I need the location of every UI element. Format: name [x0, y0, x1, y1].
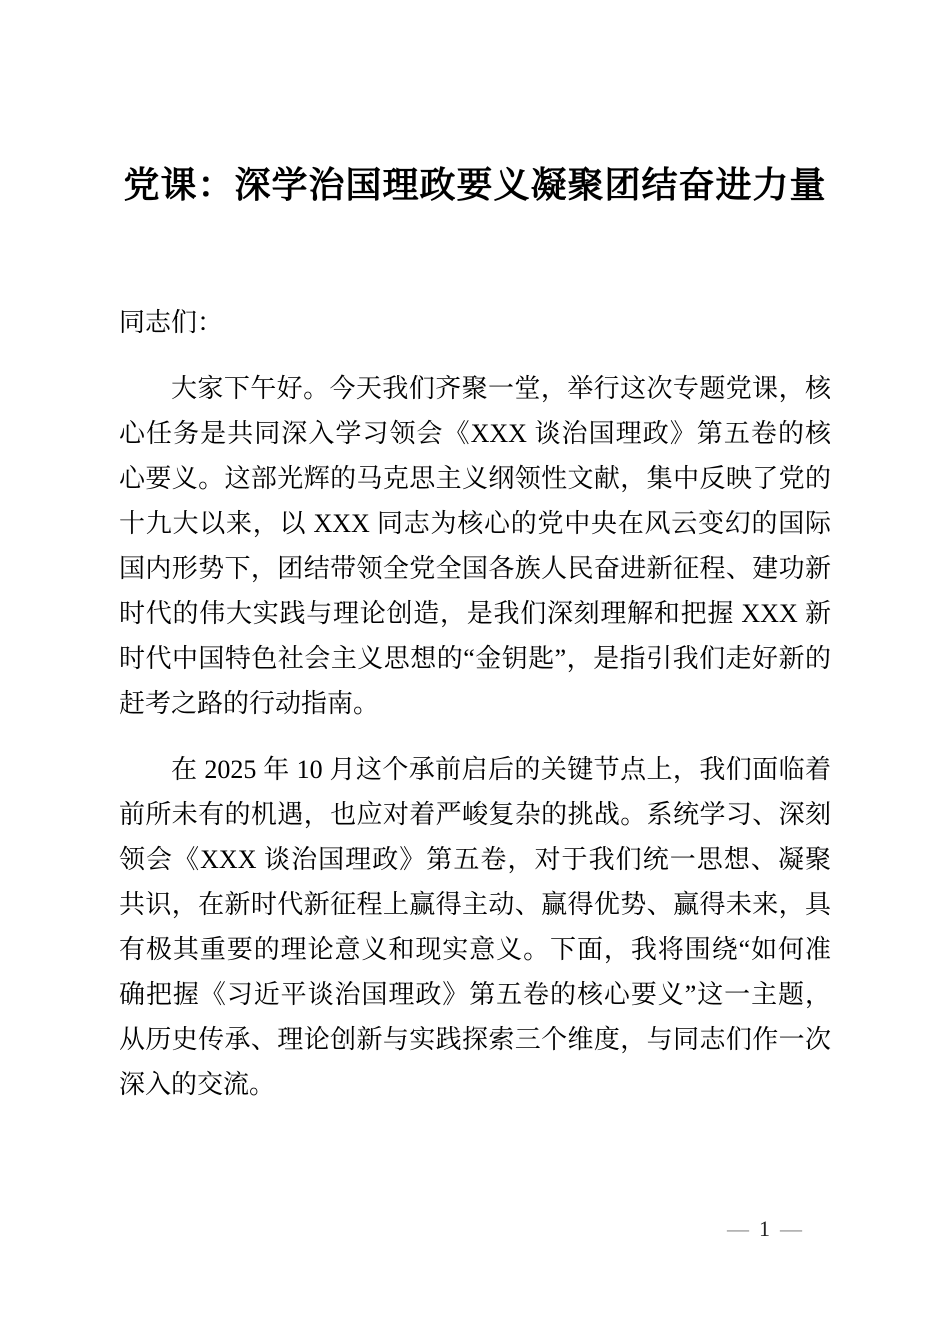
document-body [119, 300, 831, 1107]
body-paragraph: 大家下午好。今天我们齐聚一堂，举行这次专题党课，核心任务是共同深入学习领会《XXX 谈治国理政》第五卷的核心要义。这部光辉的马克思主义纲领性文献，集中反映了党的十九大以来，以 XXX 同志为核心的党中央在风云变幻的国际国内形势下，团结带领全党全国各族人民奋进新征程、建功新时代的伟大实践与理论创造，是我们深刻理解和把握 XXX 新时代中国特色社会主义思想的“金钥匙”，是指引我们走好新的赶考之路的行动指南。 [119, 374, 831, 718]
document-title: 党课：深学治国理政要义凝聚团结奋进力量 [123, 164, 827, 205]
page-footer [727, 1214, 802, 1244]
footer-dash-left: — [727, 1216, 749, 1241]
body-paragraph: 在 2025 年 10 月这个承前启后的关键节点上，我们面临着前所未有的机遇，也应对着严峻复杂的挑战。系统学习、深刻领会《XXX 谈治国理政》第五卷，对于我们统一思想、凝聚共识，在新时代新征程上赢得主动、赢得优势、赢得未来，具有极其重要的理论意义和现实意义。下面，我将围绕“如何准确把握《习近平谈治国理政》第五卷的核心要义”这一主题，从历史传承、理论创新与实践探索三个维度，与同志们作一次深入的交流。 [119, 755, 831, 1099]
page-number: 1 [759, 1216, 770, 1241]
footer-dash-right: — [780, 1216, 802, 1241]
salutation: 同志们： [119, 308, 224, 337]
